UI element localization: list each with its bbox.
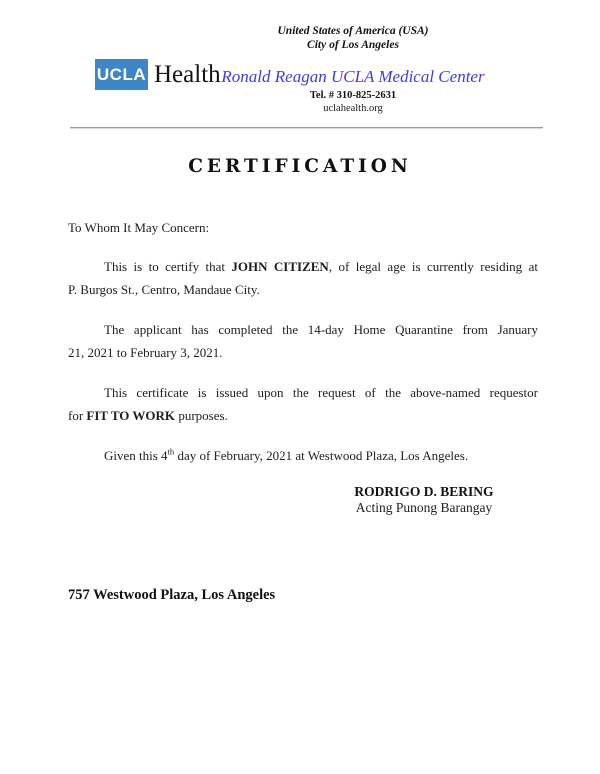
website-url: uclahealth.org (323, 103, 383, 114)
text-segment: , of legal age is currently residing at (328, 259, 538, 274)
signature-block (314, 484, 534, 515)
text-segment: P. Burgos St., Centro, Mandaue City. (68, 282, 260, 297)
salutation: To Whom It May Concern: (68, 220, 210, 235)
footer-address: 757 Westwood Plaza, Los Angeles (68, 587, 276, 603)
paragraph (68, 318, 538, 364)
ucla-logo-box: UCLA (95, 59, 148, 90)
text-segment: for (68, 408, 87, 423)
text-segment: This is to certify that (104, 259, 232, 274)
text-segment: day of February, 2021 at Westwood Plaza, Los Angeles. (174, 448, 469, 463)
body-paragraphs (68, 255, 538, 467)
document-title: CERTIFICATION (188, 156, 412, 177)
telephone-number: Tel. # 310-825-2631 (309, 90, 397, 101)
ordinal-suffix: th (167, 446, 175, 457)
emphasis-text: JOHN CITIZEN (231, 259, 329, 274)
ucla-logo-wordmark: Health (154, 60, 221, 88)
emphasis-text: FIT TO WORK (86, 408, 176, 423)
signatory-title: Acting Punong Barangay (355, 500, 493, 515)
text-segment: 21, 2021 to February 3, 2021. (68, 345, 223, 360)
text-segment: Given this 4 (104, 448, 168, 463)
letterhead-city: City of Los Angeles (307, 39, 399, 51)
document-body (68, 216, 538, 515)
paragraph (68, 255, 538, 301)
paragraph (68, 444, 538, 467)
paragraph-line (68, 341, 538, 364)
paragraph-line (68, 278, 538, 301)
signatory-name: RODRIGO D. BERING (354, 484, 494, 499)
letterhead-country: United States of America (USA) (277, 25, 429, 37)
paragraph (68, 381, 538, 427)
paragraph-line (68, 444, 538, 467)
paragraph-line (68, 404, 538, 427)
text-segment: This certificate is issued upon the request of the above-named requestor (104, 385, 538, 400)
horizontal-divider (70, 127, 543, 129)
paragraph-line (68, 255, 538, 278)
text-segment: The applicant has completed the 14-day Home Quarantine from January (104, 322, 538, 337)
paragraph-line (68, 318, 538, 341)
text-segment: purposes. (175, 408, 228, 423)
medical-center-name: Ronald Reagan UCLA Medical Center (221, 67, 485, 86)
paragraph-line (68, 381, 538, 404)
letterhead-center (106, 24, 600, 115)
